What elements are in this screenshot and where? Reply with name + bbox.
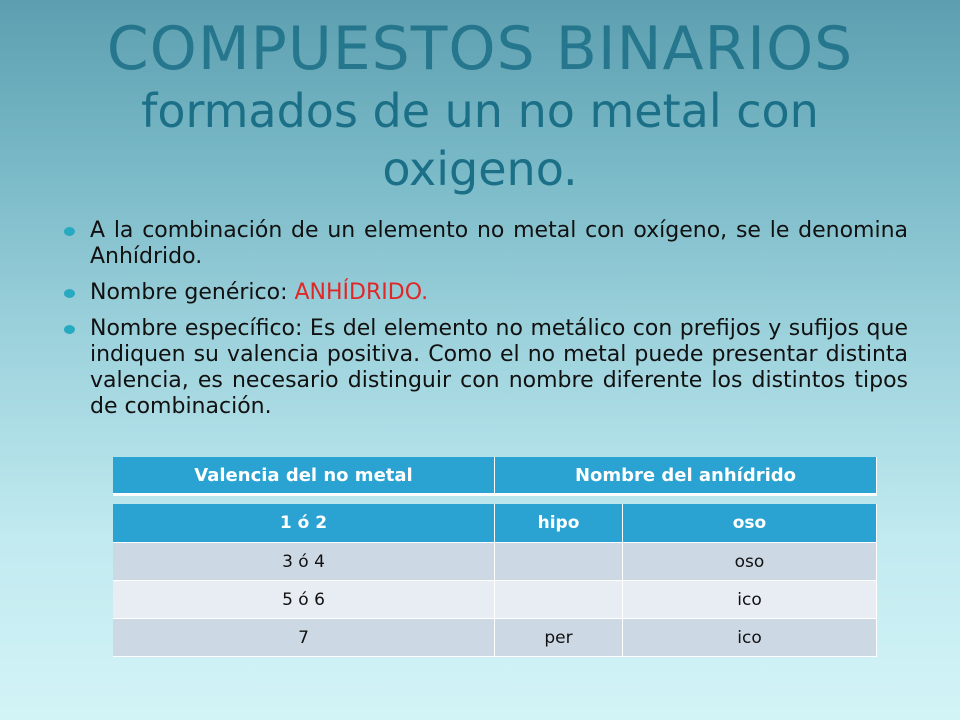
table-header-row <box>113 457 877 496</box>
bullet-list <box>62 218 908 430</box>
cell-sufijo: oso <box>623 543 877 580</box>
slide-subtitle: formados de un no metal con oxigeno. <box>141 84 819 196</box>
generic-name-label: Nombre genérico: <box>90 280 295 305</box>
header-valencia: Valencia del no metal <box>113 457 495 493</box>
cell-valencia: 1 ó 2 <box>113 504 495 542</box>
cell-valencia: 5 ó 6 <box>113 581 495 618</box>
cell-valencia: 3 ó 4 <box>113 543 495 580</box>
cell-prefijo <box>495 543 623 580</box>
table-row <box>113 504 877 543</box>
cell-prefijo: per <box>495 619 623 656</box>
bullet-text-definition: A la combinación de un elemento no metal con oxígeno, se le denomina Anhídrido. <box>90 218 908 269</box>
table-row <box>113 581 877 619</box>
cell-sufijo: ico <box>623 581 877 618</box>
table-row <box>113 619 877 657</box>
cell-prefijo: hipo <box>495 504 623 542</box>
bullet-item-specific-name <box>62 316 908 420</box>
cell-sufijo: ico <box>623 619 877 656</box>
cell-prefijo <box>495 581 623 618</box>
table-body <box>113 504 877 657</box>
cell-sufijo: oso <box>623 504 877 542</box>
table-row <box>113 543 877 581</box>
generic-name-value: ANHÍDRIDO. <box>294 280 429 305</box>
anhydride-table <box>113 457 877 657</box>
bullet-item-definition <box>62 218 908 270</box>
slide-title: COMPUESTOS BINARIOS <box>106 14 854 84</box>
header-nombre: Nombre del anhídrido <box>495 457 877 493</box>
bullet-text-specific-name: Nombre específico: Es del elemento no metálico con prefijos y sufijos que indiquen su valencia positiva. Como el no metal puede presentar distinta valencia, es necesario distinguir con nombre diferente los distintos tipos de combinación. <box>90 316 908 419</box>
cell-valencia: 7 <box>113 619 495 656</box>
bullet-item-generic-name <box>62 280 908 306</box>
